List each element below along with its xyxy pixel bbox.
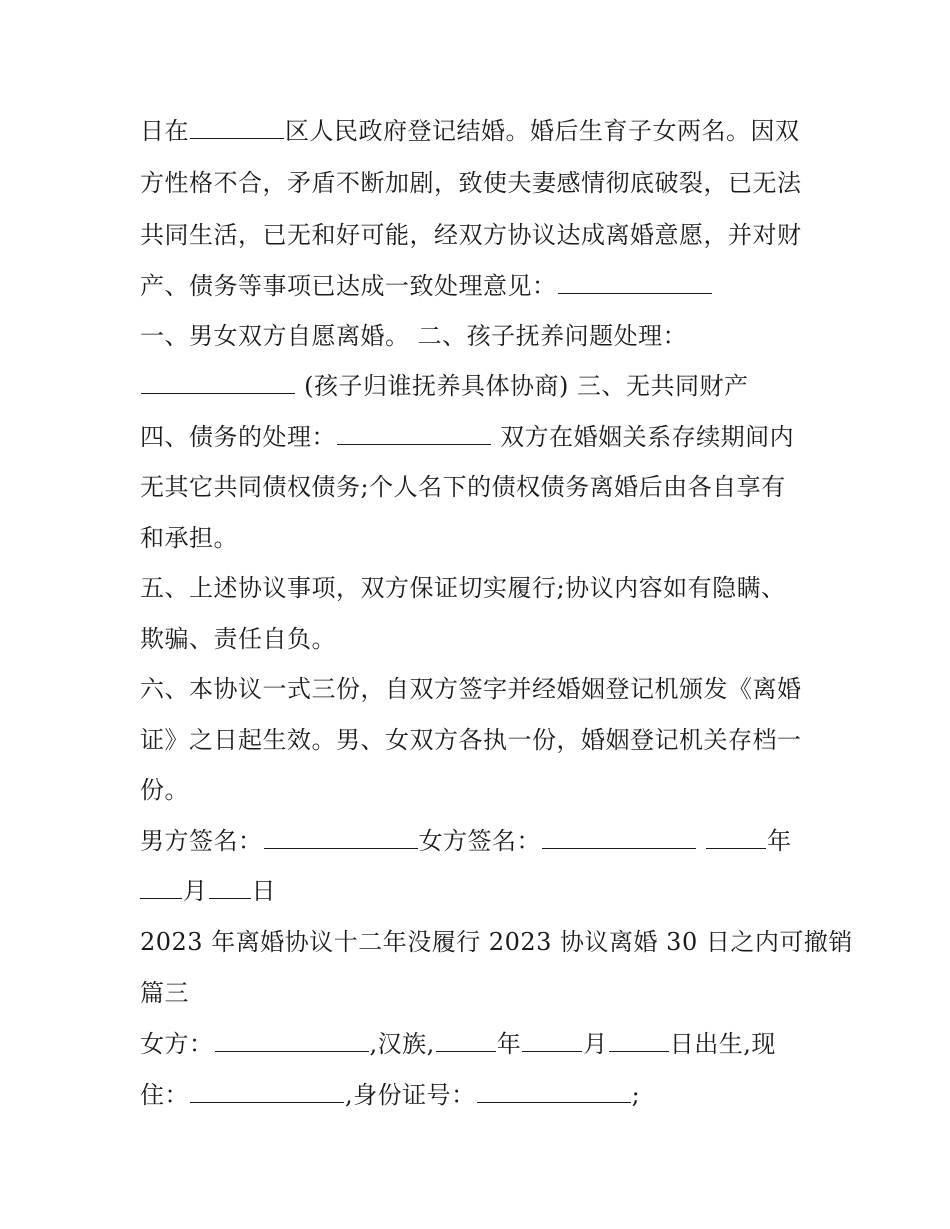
- fill-blank: [558, 271, 712, 294]
- text-line: 女方： ,汉族, 年 月 日出生,现: [140, 1030, 776, 1058]
- signature-line: 男方签名： 女方签名： 年: [140, 827, 792, 855]
- text-line: 无其它共同债权债务;个人名下的债权债务离婚后由各自享有: [140, 473, 786, 501]
- fill-blank: [337, 422, 491, 445]
- text-line: 产、债务等事项已达成一致处理意见：: [140, 270, 713, 302]
- date-line: 月 日: [140, 875, 276, 907]
- text-line: (孩子归谁抚养具体协商) 三、无共同财产: [140, 370, 749, 402]
- fill-blank: [477, 1080, 631, 1103]
- fill-blank: [141, 371, 295, 394]
- text-line: 共同生活，已无和好可能，经双方协议达成离婚意愿，并对财: [140, 221, 802, 249]
- section-heading: 2023 年离婚协议十二年没履行 2023 协议离婚 30 日之内可撤销: [140, 928, 853, 956]
- text-line: 住： ,身份证号： ;: [140, 1081, 641, 1109]
- text-line: 和承担。: [140, 524, 238, 552]
- text-line: 方性格不合，矛盾不断加剧，致使夫妻感情彻底破裂，已无法: [140, 169, 802, 197]
- day-blank: [209, 876, 251, 899]
- male-signature-blank: [264, 826, 418, 849]
- fill-blank: [190, 116, 284, 139]
- fill-blank: [215, 1029, 369, 1052]
- year-blank: [706, 826, 766, 849]
- female-signature-blank: [542, 826, 696, 849]
- text-line: 六、本协议一式三份，自双方签字并经婚姻登记机颁发《离婚: [140, 675, 802, 703]
- text-line: 证》之日起生效。男、女双方各执一份，婚姻登记机关存档一: [140, 726, 802, 754]
- text-line: 四、债务的处理： 双方在婚姻关系存续期间内: [140, 423, 795, 451]
- text-line: 一、男女双方自愿离婚。 二、孩子抚养问题处理：: [140, 322, 688, 350]
- month-blank: [140, 876, 182, 899]
- fill-blank: [436, 1029, 496, 1052]
- text-line: 欺骗、责任自负。: [140, 625, 336, 653]
- text-line: 五、上述协议事项，双方保证切实履行;协议内容如有隐瞒、: [140, 574, 786, 602]
- text-line: 份。: [140, 776, 189, 804]
- fill-blank: [522, 1029, 582, 1052]
- section-heading: 篇三: [140, 979, 189, 1007]
- fill-blank: [190, 1080, 344, 1103]
- fill-blank: [609, 1029, 669, 1052]
- text-line: 日在 区人民政府登记结婚。婚后生育子女两名。因双: [140, 117, 800, 145]
